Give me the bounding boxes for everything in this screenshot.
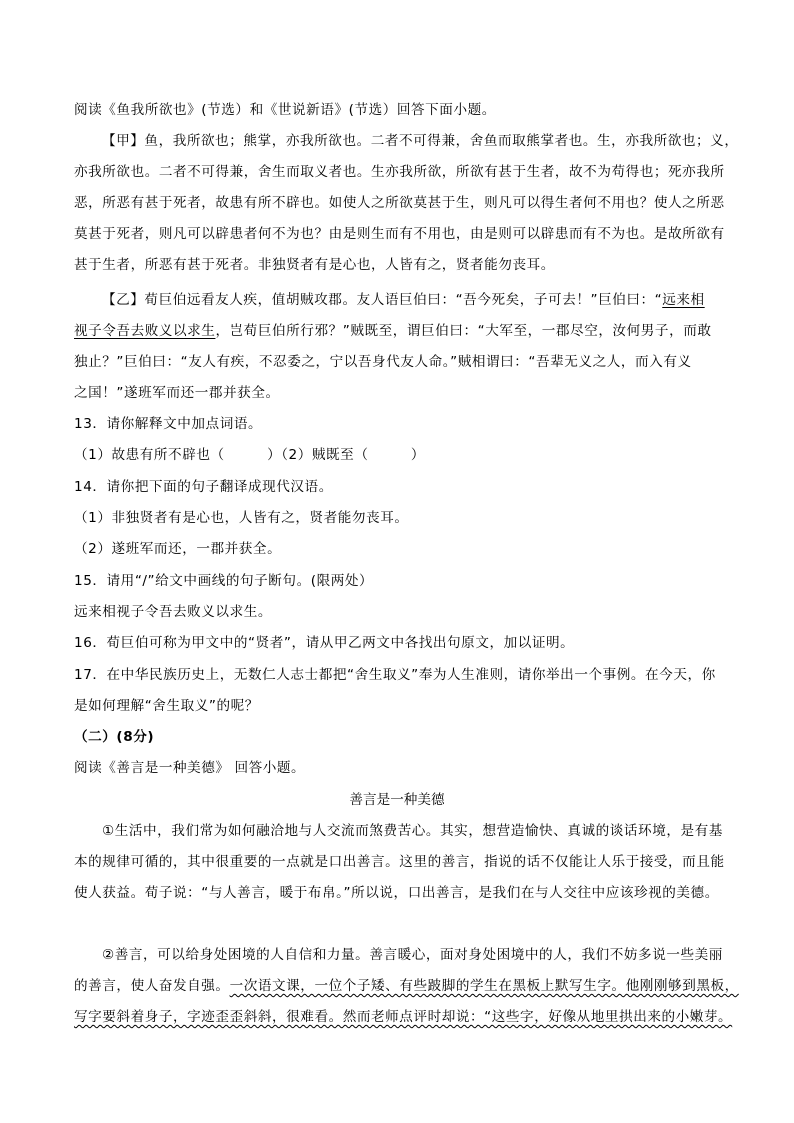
question-15: 15．请用“/”给文中画线的句子断句。(限两处）: [74, 573, 374, 589]
passage-yi-line-2: [74, 321, 724, 341]
passage-jia-line-5: 甚于生者，所恶有甚于死者。非独贤者有是心也，人皆有之，贤者能勿丧耳。: [74, 257, 555, 273]
wavy-underlined-sentence: 一次语文课，一位个子矮、有些跛脚的学生在黑板上默写生字。他刚刚够到黑板，: [229, 978, 739, 994]
paragraph-2-line-3: [74, 1007, 733, 1027]
passage-yi-line-3: 独止？”巨伯曰：“友人有疾，不忍委之，宁以吾身代友人命。”贼相谓曰：“吾辈无义之人，而入有义: [74, 354, 692, 370]
question-13: 13．请你解释文中加点词语。: [74, 416, 263, 432]
passage-yi-line-1: [74, 290, 724, 310]
paragraph-2-line-1: ②善言，可以给身处困境的人自信和力量。善言暖心，面对身处困境中的人，我们不妨多说一些美丽: [102, 947, 723, 963]
underlined-sentence: 视子令吾去败义以求生: [74, 323, 216, 339]
paragraph-1-line-1: ①生活中，我们常为如何融洽地与人交流而煞费苦心。其实，想营造愉快、真诚的谈话环境，是有基: [102, 823, 723, 839]
underlined-sentence: 远来相: [662, 292, 705, 308]
paragraph-2-text: 的善言，使人奋发自强。: [74, 978, 230, 994]
paragraph-1-line-2: 本的规律可循的，其中很重要的一点就是口出善言。这里的善言，指说的话不仅能让人乐于接受，而且能: [74, 854, 725, 870]
reading-intro-1: 阅读《鱼我所欲也》(节选）和《世说新语》(节选）回答下面小题。: [74, 102, 496, 118]
question-13-blanks: （1）故患有所不辟也（ ）（2）贼既至（ ）: [74, 447, 426, 463]
question-17-line-2: 是如何理解“舍生取义”的呢？: [74, 698, 259, 714]
passage-jia-line-1: 【甲】鱼，我所欲也；熊掌，亦我所欲也。二者不可得兼，舍鱼而取熊掌者也。生，亦我所欲也；义，: [102, 133, 739, 149]
question-15-sentence: 远来相视子令吾去败义以求生。: [74, 604, 273, 620]
question-17-line-1: 17．在中华民族历史上，无数仁人志士都把“舍生取义”奉为人生准则，请你举出一个事例。在今天，你: [74, 667, 716, 683]
paragraph-2-line-2: [74, 976, 739, 996]
wavy-underlined-sentence: 写字要斜着身子，字迹歪歪斜斜，很难看。然而老师点评时却说：“这些字，好像从地里拱出来的小嫩芽。: [74, 1009, 733, 1025]
question-14-item-2: （2）遂班军而还，一郡并获全。: [74, 541, 282, 557]
article-title: 善言是一种美德: [349, 792, 445, 808]
passage-yi-text: 【乙】荀巨伯远看友人疾，值胡贼攻郡。友人语巨伯曰：“吾今死矣，子可去！”巨伯曰：“: [102, 292, 663, 308]
passage-jia-line-4: 莫甚于死者，则凡可以辟患者何不为也？由是则生而有不用也，由是则可以辟患而有不为也。是故所欲有: [74, 226, 725, 242]
paragraph-1-line-3: 使人获益。荀子说：“与人善言，暖于布帛。”所以说，口出善言，是我们在与人交往中应该珍视的美德。: [74, 885, 719, 901]
section-2-heading: （二）(8分): [74, 729, 155, 745]
passage-yi-line-4: 之国！”遂班军而还一郡并获全。: [74, 385, 280, 401]
question-14: 14．请你把下面的句子翻译成现代汉语。: [74, 479, 333, 495]
passage-jia-line-2: 亦我所欲也。二者不可得兼，舍生而取义者也。生亦我所欲，所欲有甚于生者，故不为苟得也；死亦我所: [74, 164, 725, 180]
question-16: 16．荀巨伯可称为甲文中的“贤者”，请从甲乙两文中各找出句原文，加以证明。: [74, 635, 575, 651]
question-14-item-1: （1）非独贤者有是心也，人皆有之，贤者能勿丧耳。: [74, 510, 409, 526]
passage-yi-text: ，岂荀巨伯所行邪？”贼既至，谓巨伯曰：“大军至，一郡尽空，汝何男子，而敢: [215, 323, 712, 339]
reading-intro-2: 阅读《善言是一种美德》 回答小题。: [74, 760, 306, 776]
passage-jia-line-3: 恶，所恶有甚于死者，故患有所不辟也。如使人之所欲莫甚于生，则凡可以得生者何不用也？使人之所恶: [74, 195, 725, 211]
